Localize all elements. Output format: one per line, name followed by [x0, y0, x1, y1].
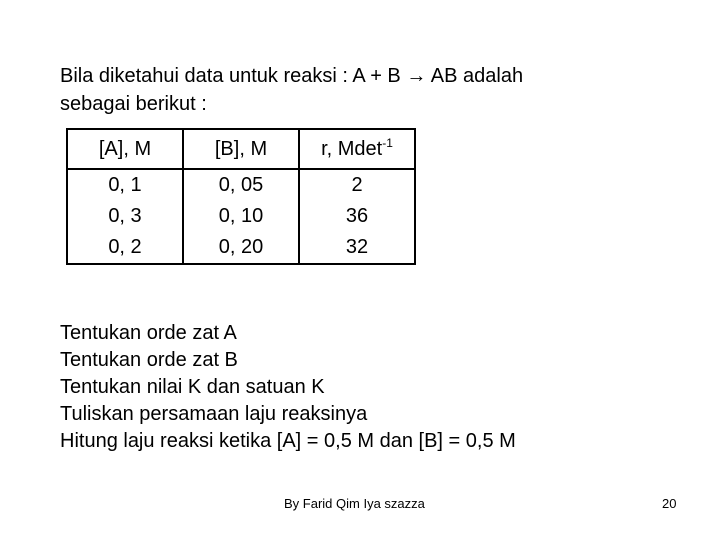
table-cell: 0, 3 [108, 205, 142, 227]
table-cell: 0, 10 [218, 205, 264, 227]
table-cell: 2 [351, 174, 363, 196]
reaction-data-table [66, 128, 416, 265]
table-cell: 0, 2 [108, 236, 142, 258]
task-list [60, 320, 700, 455]
table-header-row [67, 129, 415, 169]
table-cell: 32 [345, 236, 369, 258]
problem-statement-line-2: sebagai berikut : [60, 93, 207, 115]
task-item: Tentukan orde zat B [60, 349, 238, 371]
header-rate [299, 129, 415, 169]
column-a-values [67, 169, 183, 264]
task-item: Tentukan orde zat A [60, 322, 237, 344]
column-b-values [183, 169, 299, 264]
header-concentration-a: [A], M [67, 129, 183, 169]
task-item: Tuliskan persamaan laju reaksinya [60, 403, 368, 425]
table-cell: 36 [345, 205, 369, 227]
task-item: Hitung laju reaksi ketika [A] = 0,5 M dan [B] = 0,5 M [60, 430, 516, 452]
page-number: 20 [662, 496, 677, 511]
table-data-row [67, 169, 415, 264]
table-cell: 0, 1 [108, 174, 142, 196]
header-rate-label: r, Mdet [321, 137, 383, 160]
table-cell: 0, 20 [218, 236, 264, 258]
task-item: Tentukan nilai K dan satuan K [60, 376, 325, 398]
problem-statement-line-1: Bila diketahui data untuk reaksi : A + B → AB adalah [60, 65, 524, 87]
table-cell: 0, 05 [218, 174, 264, 196]
footer-author: By Farid Qim Iya szazza [284, 496, 425, 511]
header-rate-superscript: -1 [382, 135, 393, 150]
problem-statement [60, 62, 660, 118]
column-rate-values [299, 169, 415, 264]
header-concentration-b: [B], M [183, 129, 299, 169]
